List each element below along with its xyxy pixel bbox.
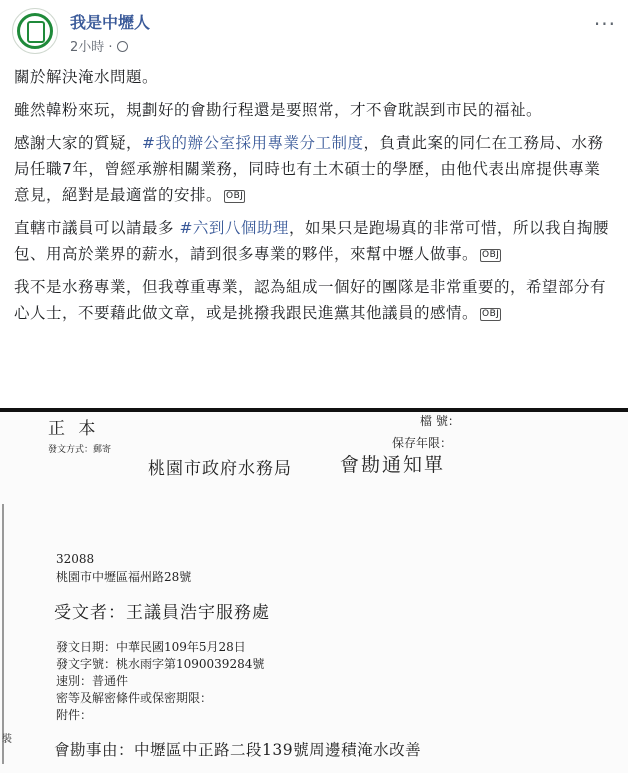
date-line: 發文日期：中華民國109年5月28日 (56, 640, 246, 654)
post-paragraph (14, 64, 614, 90)
paragraph-text: 感謝大家的質疑， (14, 134, 143, 152)
secrecy-line: 密等及解密條件或保密期限： (56, 691, 213, 705)
attachment-line: 附件： (56, 708, 93, 722)
retention-label: 保存年限： (392, 436, 453, 450)
paragraph-text: ，如果只是跑場真的非常可惜，所以我自掏腰包、用高於業界的薪水，請到很多專業的夥伴，來幫中壢人做事。 (14, 219, 609, 263)
emoji-icon: OBJ (226, 191, 244, 201)
recipient: 受文者：王議員浩宇服務處 (54, 603, 270, 623)
hashtag-link[interactable]: #我的辦公室採用專業分工制度 (142, 134, 364, 152)
page-avatar[interactable] (12, 8, 58, 54)
binding-line (2, 504, 10, 764)
paragraph-text: 我不是水務專業，但我尊重專業，認為組成一個好的團隊是非常重要的，希望部分有心人士，不要藉此做文章，或是挑撥我跟民進黨其他議員的感情。 (14, 278, 607, 322)
speed-line: 速別：普通件 (56, 674, 129, 688)
address: 桃園市中壢區福州路28號 (56, 570, 192, 584)
file-number-label: 檔 號： (420, 414, 460, 428)
send-method: 發文方式：郵寄 (48, 445, 112, 455)
page-name-link[interactable]: 我是中壢人 (70, 13, 151, 32)
post-paragraph (14, 274, 614, 326)
attached-document-image[interactable] (0, 412, 628, 773)
paragraph-text: 關於解決淹水問題。 (14, 68, 159, 86)
logo-mark-icon (27, 21, 45, 43)
post-paragraph (14, 130, 614, 208)
more-options-button[interactable]: ··· (593, 12, 616, 36)
post-header (12, 8, 616, 58)
paragraph-text: ，負責此案的同仁在工務局、水務局任職7年，曾經承辦相關業務，同時也有土木碩士的學歷，由他代表出席提供專業意見，絕對是最適當的安排。 (14, 134, 604, 204)
post-meta (70, 36, 128, 55)
hashtag-link[interactable]: #六到八個助理 (179, 219, 289, 237)
post-paragraph (14, 97, 614, 123)
post-paragraph (14, 215, 614, 267)
emoji-icon: OBJ (482, 250, 500, 260)
copy-mark: 正 本 (48, 419, 100, 439)
paragraph-text: 直轄市議員可以請最多 (14, 219, 180, 237)
globe-icon (117, 41, 128, 52)
binding-mark: 裝 (2, 734, 12, 745)
document-title: 會勘通知單 (340, 454, 446, 476)
postal-code: 32088 (56, 552, 95, 566)
post-timestamp[interactable]: 2小時 · (70, 40, 113, 55)
number-line: 發文字號：桃水雨字第1090039284號 (56, 657, 265, 671)
subject-line: 會勘事由：中壢區中正路二段139號周邊積淹水改善 (54, 741, 422, 759)
agency-name: 桃園市政府水務局 (148, 459, 292, 479)
post-text (14, 64, 614, 333)
paragraph-text: 雖然韓粉來玩，規劃好的會勘行程還是要照常，才不會耽誤到市民的福祉。 (14, 101, 543, 119)
emoji-icon: OBJ (482, 309, 500, 319)
